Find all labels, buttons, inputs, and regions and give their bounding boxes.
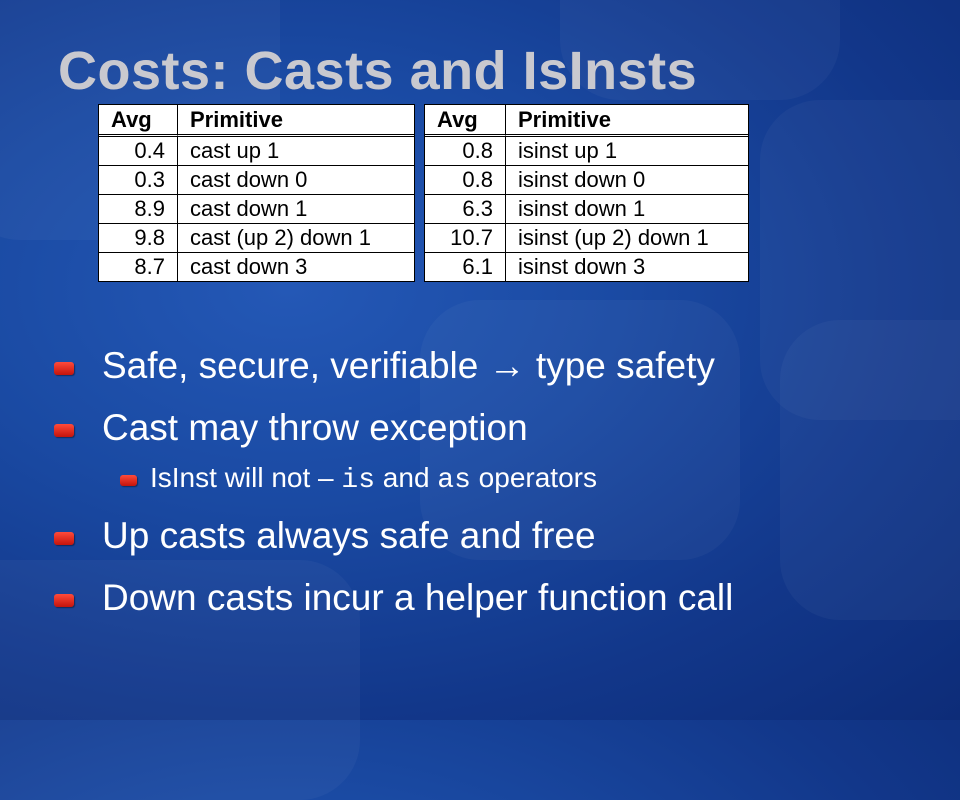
- table-header-row: [425, 105, 748, 137]
- code-as: as: [437, 465, 471, 496]
- table-row: [425, 137, 748, 166]
- table-row: [99, 224, 414, 253]
- bullet-marker-icon: [54, 424, 74, 437]
- table-header-row: [99, 105, 414, 137]
- primitive-cell: isinst down 1: [506, 195, 748, 224]
- bullet-text: Down casts incur a helper function call: [102, 577, 734, 618]
- isinst-costs-table: [424, 104, 749, 282]
- column-header-primitive: Primitive: [178, 105, 414, 137]
- bullet-text: Up casts always safe and free: [102, 515, 596, 556]
- column-header-avg: Avg: [425, 105, 506, 137]
- avg-cell: 0.4: [99, 137, 178, 166]
- avg-cell: 9.8: [99, 224, 178, 253]
- avg-cell: 0.8: [425, 137, 506, 166]
- primitive-cell: isinst down 3: [518, 254, 646, 279]
- cast-costs-table: [98, 104, 415, 282]
- bullet-marker-icon: [54, 532, 74, 545]
- primitive-cell: cast (up 2) down 1: [178, 224, 414, 253]
- bullet-marker-icon: [54, 594, 74, 607]
- bullet-item: [54, 508, 934, 570]
- avg-cell: 8.7: [99, 253, 178, 281]
- avg-cell: 0.3: [99, 166, 178, 195]
- slide-title: Costs: Casts and IsInsts: [58, 41, 698, 101]
- primitive-cell: cast down 1: [178, 195, 414, 224]
- primitive-cell: isinst up 1: [506, 137, 748, 166]
- primitive-cell: cast up 1: [178, 137, 414, 166]
- column-header-primitive: Primitive: [506, 105, 748, 137]
- bullet-marker-icon: [54, 362, 74, 375]
- table-row: [99, 166, 414, 195]
- primitive-cell: cast down 0: [178, 166, 414, 195]
- table-row: [425, 195, 748, 224]
- table-row: [425, 166, 748, 195]
- bullet-list: [54, 338, 934, 632]
- bullet-item: [54, 400, 934, 462]
- sub-bullet-prefix: IsInst will not –: [150, 462, 342, 493]
- avg-cell: 6.3: [425, 195, 506, 224]
- bullet-text: Cast may throw exception: [102, 407, 528, 448]
- bullet-item: [54, 338, 934, 400]
- primitive-cell: isinst (up 2) down 1: [506, 224, 748, 253]
- table-row: [99, 137, 414, 166]
- table-row: [99, 253, 414, 281]
- table-row: [425, 253, 748, 281]
- table-row: [99, 195, 414, 224]
- avg-cell: 10.7: [425, 224, 506, 253]
- bullet-item: [54, 570, 934, 632]
- primitive-cell: cast down 3: [190, 254, 308, 279]
- bullet-text: Safe, secure, verifiable → type safety: [102, 345, 715, 386]
- avg-cell: 8.9: [99, 195, 178, 224]
- avg-cell: 0.8: [425, 166, 506, 195]
- sub-bullet-suffix: operators: [470, 462, 597, 493]
- sub-bullet-middle: and: [375, 462, 438, 493]
- sub-bullet-marker-icon: [120, 475, 137, 486]
- primitive-cell: isinst down 0: [506, 166, 748, 195]
- column-header-avg: Avg: [99, 105, 178, 137]
- sub-bullet-item: [54, 456, 934, 508]
- code-is: is: [341, 465, 376, 496]
- avg-cell: 6.1: [425, 253, 506, 281]
- table-row: [425, 224, 748, 253]
